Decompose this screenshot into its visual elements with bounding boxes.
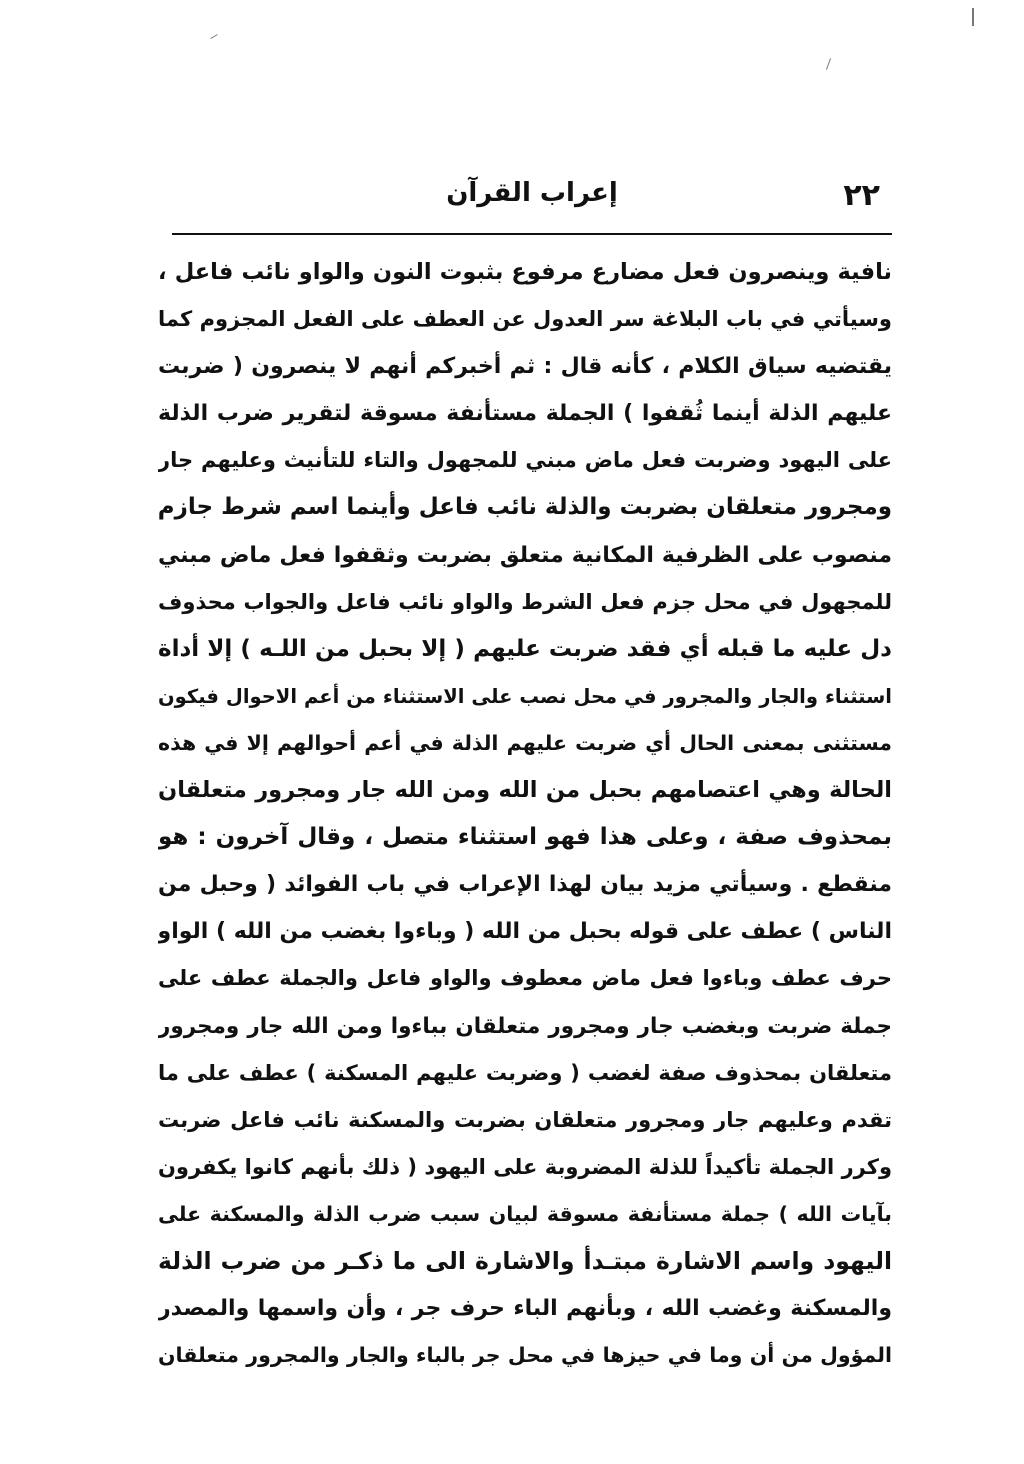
body-text	[158, 249, 892, 1379]
text-line: يقتضيه سياق الكلام ، كأنه قال : ثم أخبركم أنهم لا ينصرون ( ضربت	[158, 354, 892, 380]
text-line: اليهود واسم الاشارة مبتـدأ والاشارة الى ما ذكـر من ضرب الذلة	[158, 1246, 892, 1275]
text-line: نافية وينصرون فعل مضارع مرفوع بثبوت النون والواو نائب فاعل ،	[158, 259, 892, 285]
text-line: منصوب على الظرفية المكانية متعلق بضربت وثقفوا فعل ماض مبني	[158, 542, 892, 568]
text-line: الناس ) عطف على قوله بحبل من الله ( وباءوا بغضب من الله ) الواو	[158, 919, 892, 945]
book-title: إعراب القرآن	[446, 178, 618, 208]
text-line: وسيأتي في باب البلاغة سر العدول عن العطف على الفعل المجزوم كما	[158, 307, 892, 332]
header-rule	[172, 233, 892, 235]
scan-mark-right	[826, 58, 831, 70]
text-line: على اليهود وضربت فعل ماض مبني للمجهول والتاء للتأنيث وعليهم جار	[158, 448, 892, 473]
text-line: وكرر الجملة تأكيداً للذلة المضروبة على اليهود ( ذلك بأنهم كانوا يكفرون	[158, 1154, 892, 1179]
text-line: تقدم وعليهم جار ومجرور متعلقان بضربت والمسكنة نائب فاعل ضربت	[158, 1107, 892, 1132]
page-header	[172, 172, 892, 222]
scan-mark-top-right	[972, 8, 974, 26]
scan-mark-top-left	[210, 34, 217, 39]
text-line: منقطع . وسيأتي مزيد بيان لهذا الإعراب في باب الفوائد ( وحبل من	[158, 872, 892, 898]
text-line: المؤول من أن وما في حيزها في محل جر بالباء والجار والمجرور متعلقان	[158, 1343, 892, 1368]
text-line: للمجهول في محل جزم فعل الشرط والواو نائب فاعل والجواب محذوف	[158, 589, 892, 614]
text-line: عليهم الذلة أينما ثُقفوا ) الجملة مستأنفة مسوقة لتقرير ضرب الذلة	[158, 401, 892, 427]
text-line: والمسكنة وغضب الله ، وبأنهم الباء حرف جر ، وأن واسمها والمصدر	[158, 1296, 892, 1322]
text-line: الحالة وهي اعتصامهم بحبل من الله ومن الله جار ومجرور متعلقان	[158, 777, 892, 804]
text-line: دل عليه ما قبله أي فقد ضربت عليهم ( إلا بحبل من اللـه ) إلا أداة	[158, 635, 892, 662]
text-line: متعلقان بمحذوف صفة لغضب ( وضربت عليهم المسكنة ) عطف على ما	[158, 1060, 892, 1085]
page-number: ٢٢	[843, 178, 880, 213]
text-line: جملة ضربت وبغضب جار ومجرور متعلقان بباءوا ومن الله جار ومجرور	[158, 1013, 892, 1039]
text-line: مستثنى بمعنى الحال أي ضربت عليهم الذلة في أعم أحوالهم إلا في هذه	[158, 730, 892, 755]
text-line: ومجرور متعلقان بضربت والذلة نائب فاعل وأينما اسم شرط جازم	[158, 494, 892, 521]
text-line: استثناء والجار والمجرور في محل نصب على الاستثناء من أعم الاحوال فيكون	[158, 684, 892, 708]
text-line: حرف عطف وباءوا فعل ماض معطوف والواو فاعل والجملة عطف على	[158, 966, 892, 991]
text-line: بمحذوف صفة ، وعلى هذا فهو استثناء متصل ، وقال آخرون : هو	[158, 824, 892, 851]
text-line: بآيات الله ) جملة مستأنفة مسوقة لبيان سبب ضرب الذلة والمسكنة على	[158, 1201, 892, 1226]
